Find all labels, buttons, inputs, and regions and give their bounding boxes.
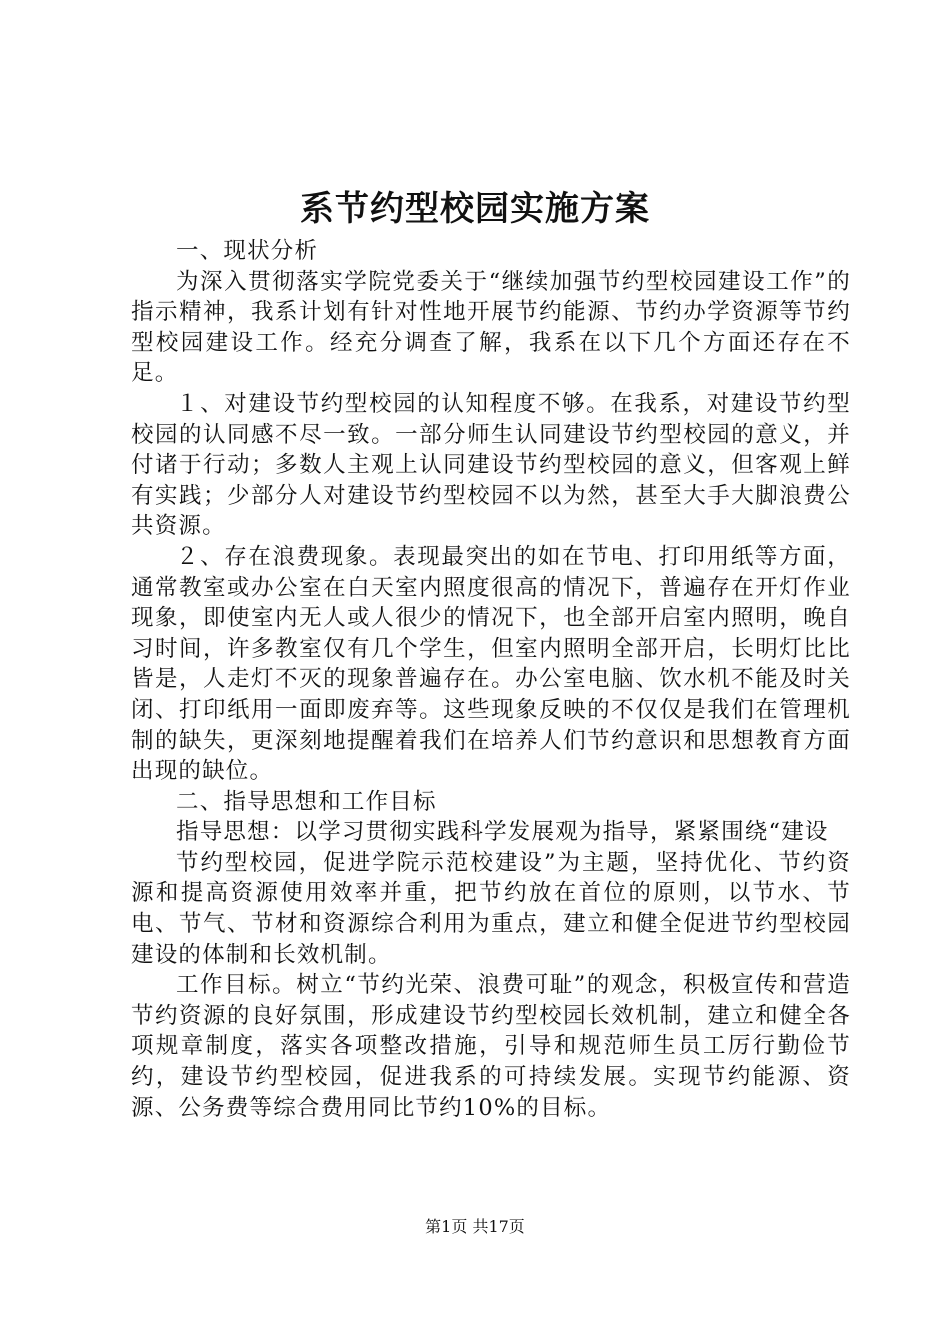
paragraph-point-2: ２、存在浪费现象。表现最突出的如在节电、打印用纸等方面，通常教室或办公室在白天室内照度很高的情况下，普遍存在开灯作业现象，即使室内无人或人很少的情况下，也全部开启室内照明，晚自习时间，许多教室仅有几个学生，但室内照明全部开启，长明灯比比皆是，人走灯不灭的现象普遍存在。办公室电脑、饮水机不能及时关闭、打印纸用一面即废弃等。这些现象反映的不仅仅是我们在管理机制的缺失，更深刻地提醒着我们在培养人们节约意识和思想教育方面出现的缺位。	[131, 543, 851, 785]
page-number-footer: 第1页 共17页	[425, 1217, 525, 1236]
document-body	[131, 236, 851, 1123]
section-heading-guiding-ideology: 二、指导思想和工作目标	[176, 788, 437, 815]
paragraph-point-1: １、对建设节约型校园的认知程度不够。在我系，对建设节约型校园的认同感不尽一致。一部分师生认同建设节约型校园的意义，并付诸于行动；多数人主观上认同建设节约型校园的意义，但客观上鲜有实践；少部分人对建设节约型校园不以为然，甚至大手大脚浪费公共资源。	[131, 390, 851, 540]
document-title: 系节约型校园实施方案	[300, 189, 650, 229]
paragraph-work-goal: 工作目标。树立“节约光荣、浪费可耻”的观念，积极宣传和营造节约资源的良好氛围，形成建设节约型校园长效机制，建立和健全各项规章制度，落实各项整改措施，引导和规范师生员工厉行勤俭节约，建设节约型校园，促进我系的可持续发展。实现节约能源、资源、公务费等综合费用同比节约10%的目标。	[131, 972, 851, 1121]
paragraph-intro: 为深入贯彻落实学院党委关于“继续加强节约型校园建设工作”的指示精神，我系计划有针对性地开展节约能源、节约办学资源等节约型校园建设工作。经充分调查了解，我系在以下几个方面还存在不足。	[131, 268, 851, 387]
paragraph-guiding-ideology: 指导思想：以学习贯彻实践科学发展观为指导，紧紧围绕“建设	[176, 819, 829, 846]
section-heading-status-analysis: 一、现状分析	[176, 238, 319, 264]
paragraph-guiding-ideology-cont: 节约型校园，促进学院示范校建设”为主题，坚持优化、节约资源和提高资源使用效率并重，把节约放在首位的原则，以节水、节电、节气、节材和资源综合利用为重点，建立和健全促进节约型校园建设的体制和长效机制。	[131, 849, 851, 968]
